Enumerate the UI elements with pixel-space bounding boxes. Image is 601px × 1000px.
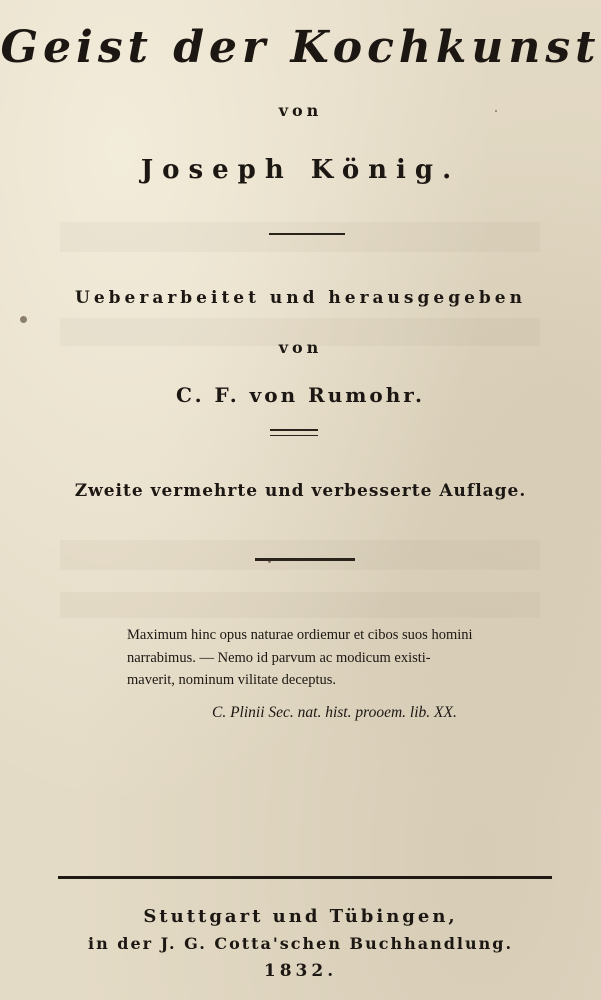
epigraph-citation: C. Plinii Sec. nat. hist. prooem. lib. XX. [212,704,457,721]
divider-rule [269,233,345,235]
double-rule-top [270,429,318,431]
revised-statement: Ueberarbeitet und herausgegeben [75,288,526,308]
imprint-publisher: in der J. G. Cotta'schen Buchhandlung. [87,934,514,953]
ornamental-rule [255,558,355,561]
edition-statement: Zweite vermehrte und verbesserte Auflage. [74,481,527,501]
author-name: Joseph König. [140,155,461,185]
double-rule-bottom [270,435,318,436]
by-label-author: von [278,101,323,120]
epigraph-line: maverit, nominum vilitate deceptus. [127,672,336,688]
bleed-through-block-3 [60,540,540,570]
by-label-editor: von [278,338,323,357]
epigraph-line: narrabimus. — Nemo id parvum ac modicum existi- [127,650,431,666]
book-title: Geist der Kochkunst [0,22,601,73]
bleed-through-block-1 [60,222,540,252]
imprint-place: Stuttgart und Tübingen, [143,906,458,927]
editor-name: C. F. von Rumohr. [176,383,425,407]
ink-speck [20,316,27,323]
bleed-through-block-4 [60,592,540,618]
imprint-rule [58,876,552,879]
imprint-year: 1832. [263,961,338,981]
epigraph-line: Maximum hinc opus naturae ordiemur et cibos suos homini [127,627,473,643]
